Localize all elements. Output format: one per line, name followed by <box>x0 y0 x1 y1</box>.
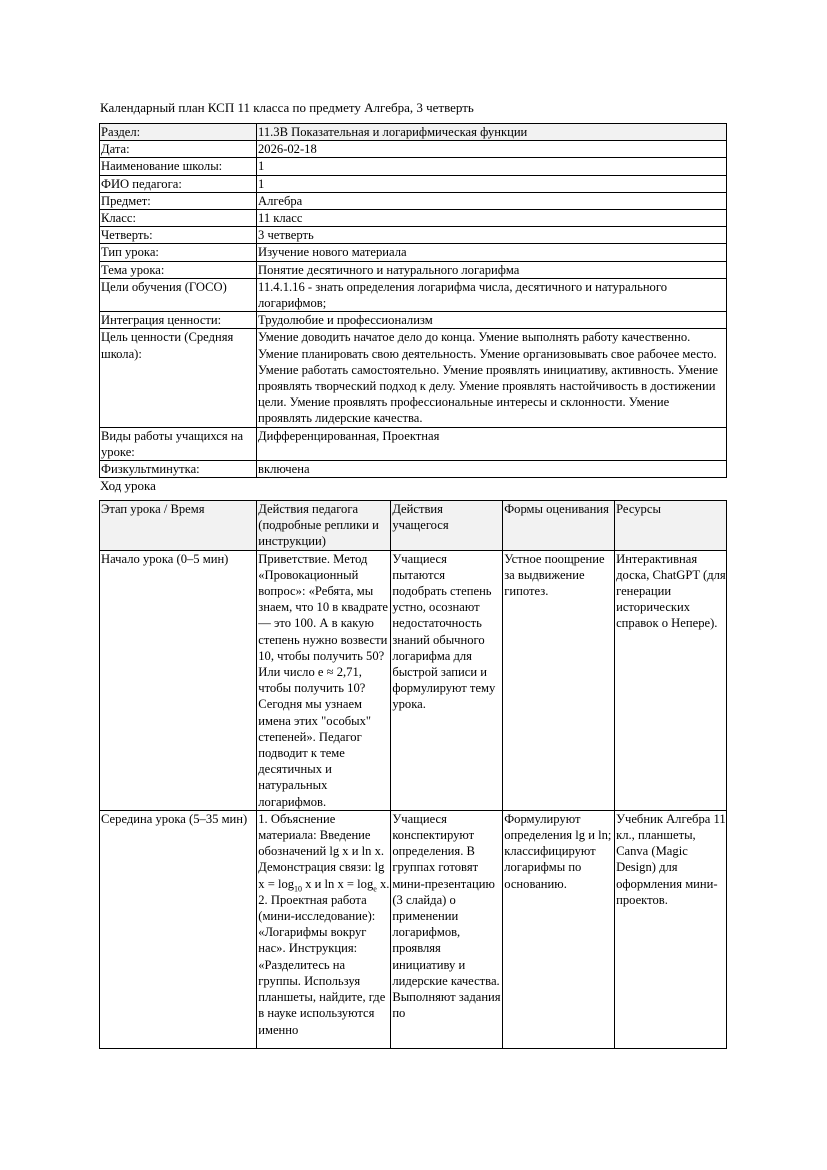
info-value: Понятие десятичного и натурального логарифма <box>257 261 727 278</box>
table-row <box>100 312 727 329</box>
info-label: Цели обучения (ГОСО) <box>100 278 257 311</box>
info-value: 11 класс <box>257 210 727 227</box>
teacher-text-part: 1. Объяснение материала: Введение обозначений lg x и ln x. Демонстрация связи: lg x = log <box>258 811 385 891</box>
column-header: Формы оценивания <box>503 501 615 551</box>
info-table <box>99 123 727 478</box>
info-label: Цель ценности (Средняя школа): <box>100 329 257 427</box>
info-value: 1 <box>257 175 727 192</box>
lesson-plan-table <box>99 500 727 1049</box>
info-value: 11.4.1.16 - знать определения логарифма числа, десятичного и натурального логарифмов; <box>257 278 727 311</box>
column-header: Действия педагога (подробные реплики и инструкции) <box>257 501 391 551</box>
table-row <box>100 278 727 311</box>
column-header: Действия учащегося <box>391 501 503 551</box>
table-row <box>100 210 727 227</box>
stage-cell: Середина урока (5–35 мин) <box>100 810 257 1048</box>
info-value: Умение доводить начатое дело до конца. Умение выполнять работу качественно. Умение планировать свою деятельность. Умение организовывать свое рабочее место. Умение работать самостоятельно. Умение проявлять инициативу, активность. Умение проявлять творческий подход к делу. Умение проявлять настойчивость в достижении цели. Умение проявлять профессиональные интересы и склонности. Умение проявлять лидерские качества. <box>257 329 727 427</box>
info-label: Предмет: <box>100 192 257 209</box>
assessment-cell: Устное поощрение за выдвижение гипотез. <box>503 550 615 810</box>
table-row <box>100 175 727 192</box>
student-actions-cell: Учащиеся пытаются подобрать степень устно, осознают недостаточность знаний обычного логарифма для быстрой записи и формулируют тему урока. <box>391 550 503 810</box>
table-row <box>100 329 727 427</box>
info-label: Дата: <box>100 141 257 158</box>
info-label: Интеграция ценности: <box>100 312 257 329</box>
info-value: 2026-02-18 <box>257 141 727 158</box>
table-row <box>100 244 727 261</box>
info-value: Алгебра <box>257 192 727 209</box>
table-row <box>100 158 727 175</box>
stage-cell: Начало урока (0–5 мин) <box>100 550 257 810</box>
info-label: Тема урока: <box>100 261 257 278</box>
info-label: Наименование школы: <box>100 158 257 175</box>
info-value: 11.3В Показательная и логарифмическая функции <box>257 124 727 141</box>
table-row <box>100 810 727 1048</box>
assessment-cell: Формулируют определения lg и ln; классифицируют логарифмы по основанию. <box>503 810 615 1048</box>
table-row <box>100 124 727 141</box>
info-label: Раздел: <box>100 124 257 141</box>
table-row <box>100 261 727 278</box>
info-value: включена <box>257 461 727 478</box>
info-label: Класс: <box>100 210 257 227</box>
section-title: Ход урока <box>100 478 156 493</box>
log-base-subscript: e <box>373 884 377 894</box>
info-value: Дифференцированная, Проектная <box>257 427 727 460</box>
info-label: Четверть: <box>100 227 257 244</box>
table-row <box>100 141 727 158</box>
info-label: Виды работы учащихся на уроке: <box>100 427 257 460</box>
info-label: ФИО педагога: <box>100 175 257 192</box>
info-label: Тип урока: <box>100 244 257 261</box>
teacher-text-part: x и ln x = log <box>302 876 374 891</box>
info-value: Трудолюбие и профессионализм <box>257 312 727 329</box>
column-header: Этап урока / Время <box>100 501 257 551</box>
column-header: Ресурсы <box>615 501 727 551</box>
table-row <box>100 550 727 810</box>
table-header-row <box>100 501 727 551</box>
teacher-actions-cell <box>257 810 391 1048</box>
info-value: Изучение нового материала <box>257 244 727 261</box>
resources-cell: Интерактивная доска, ChatGPT (для генерации исторических справок о Непере). <box>615 550 727 810</box>
table-row <box>100 227 727 244</box>
info-label: Физкультминутка: <box>100 461 257 478</box>
resources-cell: Учебник Алгебра 11 кл., планшеты, Canva (Magic Design) для оформления мини-проектов. <box>615 810 727 1048</box>
teacher-actions-cell: Приветствие. Метод «Провокационный вопрос»: «Ребята, мы знаем, что 10 в квадрате — это 100. А в какую степень нужно возвести 10, чтобы получить 50? Или число e ≈ 2,71, чтобы получить 10? Сегодня мы узнаем имена этих "особых" степеней». Педагог подводит к теме десятичных и натуральных логарифмов. <box>257 550 391 810</box>
page-title: Календарный план КСП 11 класса по предмету Алгебра, 3 четверть <box>100 100 474 115</box>
student-actions-cell: Учащиеся конспектируют определения. В группах готовят мини-презентацию (3 слайда) о применении логарифмов, проявляя инициативу и лидерские качества. Выполняют задания по <box>391 810 503 1048</box>
teacher-text-part: x. 2. Проектная работа (мини-исследование): «Логарифмы вокруг нас». Инструкция: «Разделитесь на группы. Используя планшеты, найдите, где в науке используются именно <box>258 876 390 1037</box>
log-base-subscript: 10 <box>294 884 303 894</box>
info-value: 3 четверть <box>257 227 727 244</box>
info-value: 1 <box>257 158 727 175</box>
table-row <box>100 192 727 209</box>
table-row <box>100 461 727 478</box>
table-row <box>100 427 727 460</box>
